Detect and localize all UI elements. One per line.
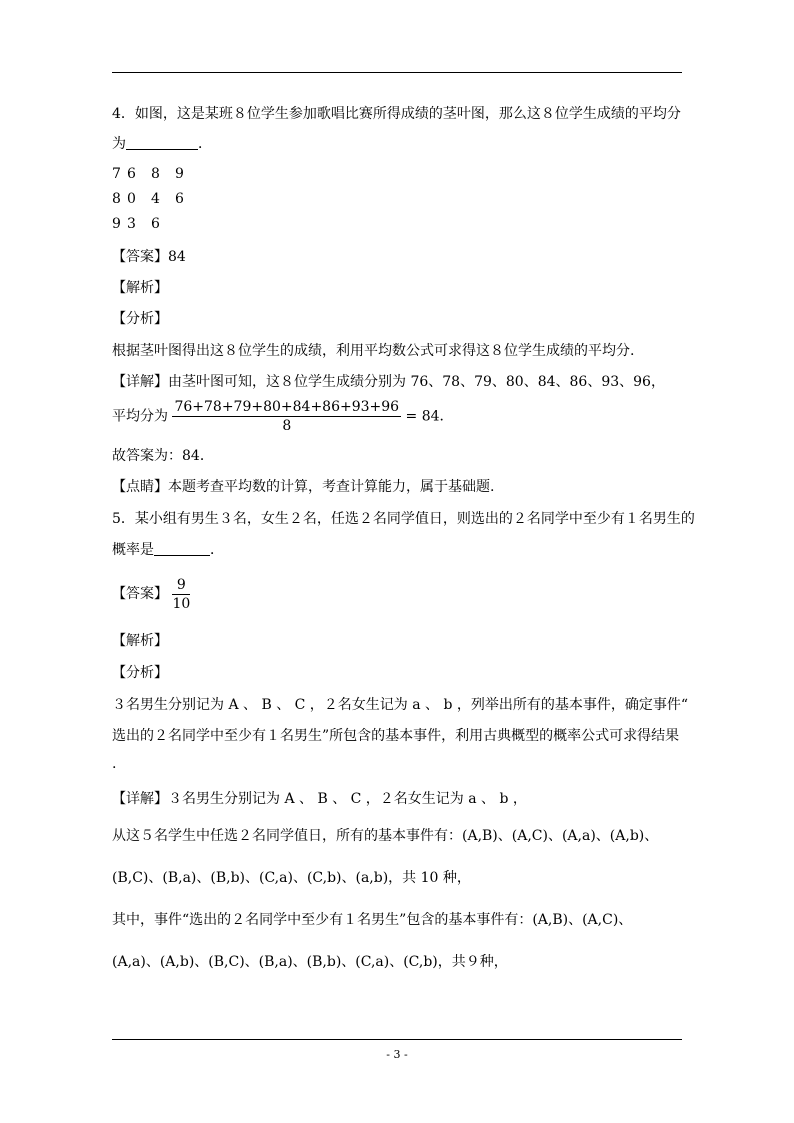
q5-jiexi-label: 【解析】 — [112, 633, 168, 649]
dianjing-label: 【点睛】 — [112, 479, 168, 495]
page-number: - 3 - — [386, 1048, 408, 1061]
q4-jiexi-label: 【解析】 — [112, 280, 168, 296]
q5-answer-blank — [154, 541, 210, 556]
q4-analysis: 根据茎叶图得出这８位学生的成绩，利用平均数公式可求得这８位学生成绩的平均分. — [112, 343, 635, 359]
q5-detail-line4: 其中，事件“选出的２名同学中至少有１名男生”包含的基本事件有：(A,B)、(A,C)、 — [112, 912, 633, 928]
stem-value: 7 — [112, 166, 121, 182]
stem-leaf-plot — [112, 162, 199, 237]
q5-text-line2 — [112, 540, 224, 560]
q5-analysis-line1: ３名男生分别记为 A 、 B 、 C ，２名女生记为 a 、 b ，列举出所有的基本事件，确定事件“ — [112, 697, 689, 713]
footer-rule — [112, 1039, 682, 1040]
q4-answer — [112, 247, 186, 267]
leaf-value: 3 — [127, 216, 136, 232]
leaf-value: 9 — [175, 166, 184, 182]
q4-text-line1: 4．如图，这是某班８位学生参加歌唱比赛所得成绩的茎叶图，那么这８位学生成绩的平均分 — [112, 106, 681, 122]
q4-text-line2 — [112, 134, 212, 154]
q4-line2-suffix: ． — [198, 136, 212, 152]
q4-fenxi-label: 【分析】 — [112, 311, 168, 327]
q4-answer-blank — [126, 135, 198, 150]
avg-fraction — [172, 398, 401, 435]
q5-fenxi-label: 【分析】 — [112, 665, 168, 681]
leaf-value: 6 — [151, 216, 160, 232]
q5-text-line1: 5．某小组有男生３名，女生２名，任选２名同学值日，则选出的２名同学中至少有１名男生的 — [112, 511, 695, 527]
stem-leaf-row — [112, 212, 199, 237]
answer-value: 84 — [168, 249, 186, 265]
q4-conclusion: 故答案为：84． — [112, 448, 214, 464]
q5-line2-suffix: ． — [210, 542, 224, 558]
answer-fraction — [172, 576, 190, 613]
q5-analysis-line3: . — [112, 756, 117, 772]
leaf-value: 4 — [151, 191, 160, 207]
q5-detail-line2: 从这５名学生中任选２名同学值日，所有的基本事件有：(A,B)、(A,C)、(A,a)、(A,b)、 — [112, 828, 659, 844]
q5-line2-prefix: 概率是 — [112, 542, 154, 558]
stem-value: 8 — [112, 191, 121, 207]
stem-value: 9 — [112, 216, 121, 232]
q5-answer — [112, 572, 190, 616]
answer-label: 【答案】 — [112, 586, 168, 602]
q4-dianjing — [112, 477, 494, 497]
q4-detail — [112, 372, 665, 392]
leaf-value: 6 — [175, 191, 184, 207]
avg-numerator: 76+78+79+80+84+86+93+96 — [174, 399, 400, 415]
stem-leaf-row — [112, 162, 199, 187]
detail-label: 【详解】 — [112, 374, 168, 390]
header-rule — [112, 72, 682, 73]
detail-label: 【详解】 — [112, 791, 168, 807]
leaf-value: 8 — [151, 166, 160, 182]
q5-detail-line1 — [112, 789, 527, 809]
stem-leaf-row — [112, 187, 199, 212]
q5-detail-line5: (A,a)、(A,b)、(B,C)、(B,a)、(B,b)、(C,a)、(C,b)，共９种， — [112, 954, 508, 970]
avg-result: = 84． — [405, 408, 454, 425]
leaf-value: 0 — [127, 191, 136, 207]
avg-denominator: 8 — [282, 418, 292, 434]
answer-denominator: 10 — [172, 595, 191, 612]
detail-text: 由茎叶图可知，这８位学生成绩分别为 76、78、79、80、84、86、93、96， — [168, 374, 665, 390]
answer-numerator: 9 — [172, 576, 190, 595]
q4-line2-prefix: 为 — [112, 136, 126, 152]
leaf-value: 6 — [127, 166, 136, 182]
q5-analysis-line2: 选出的２名同学中至少有１名男生”所包含的基本事件，利用古典概型的概率公式可求得结果 — [112, 728, 680, 744]
detail-text: ３名男生分别记为 A 、 B 、 C ，２名女生记为 a 、 b ， — [168, 791, 527, 807]
q4-average-formula — [112, 398, 454, 435]
q5-detail-line3: (B,C)、(B,a)、(B,b)、(C,a)、(C,b)、(a,b)，共 10 种， — [112, 870, 471, 886]
dianjing-text: 本题考查平均数的计算，考查计算能力，属于基础题. — [168, 479, 495, 495]
answer-label: 【答案】 — [112, 249, 168, 265]
avg-prefix: 平均分为 — [112, 408, 168, 425]
